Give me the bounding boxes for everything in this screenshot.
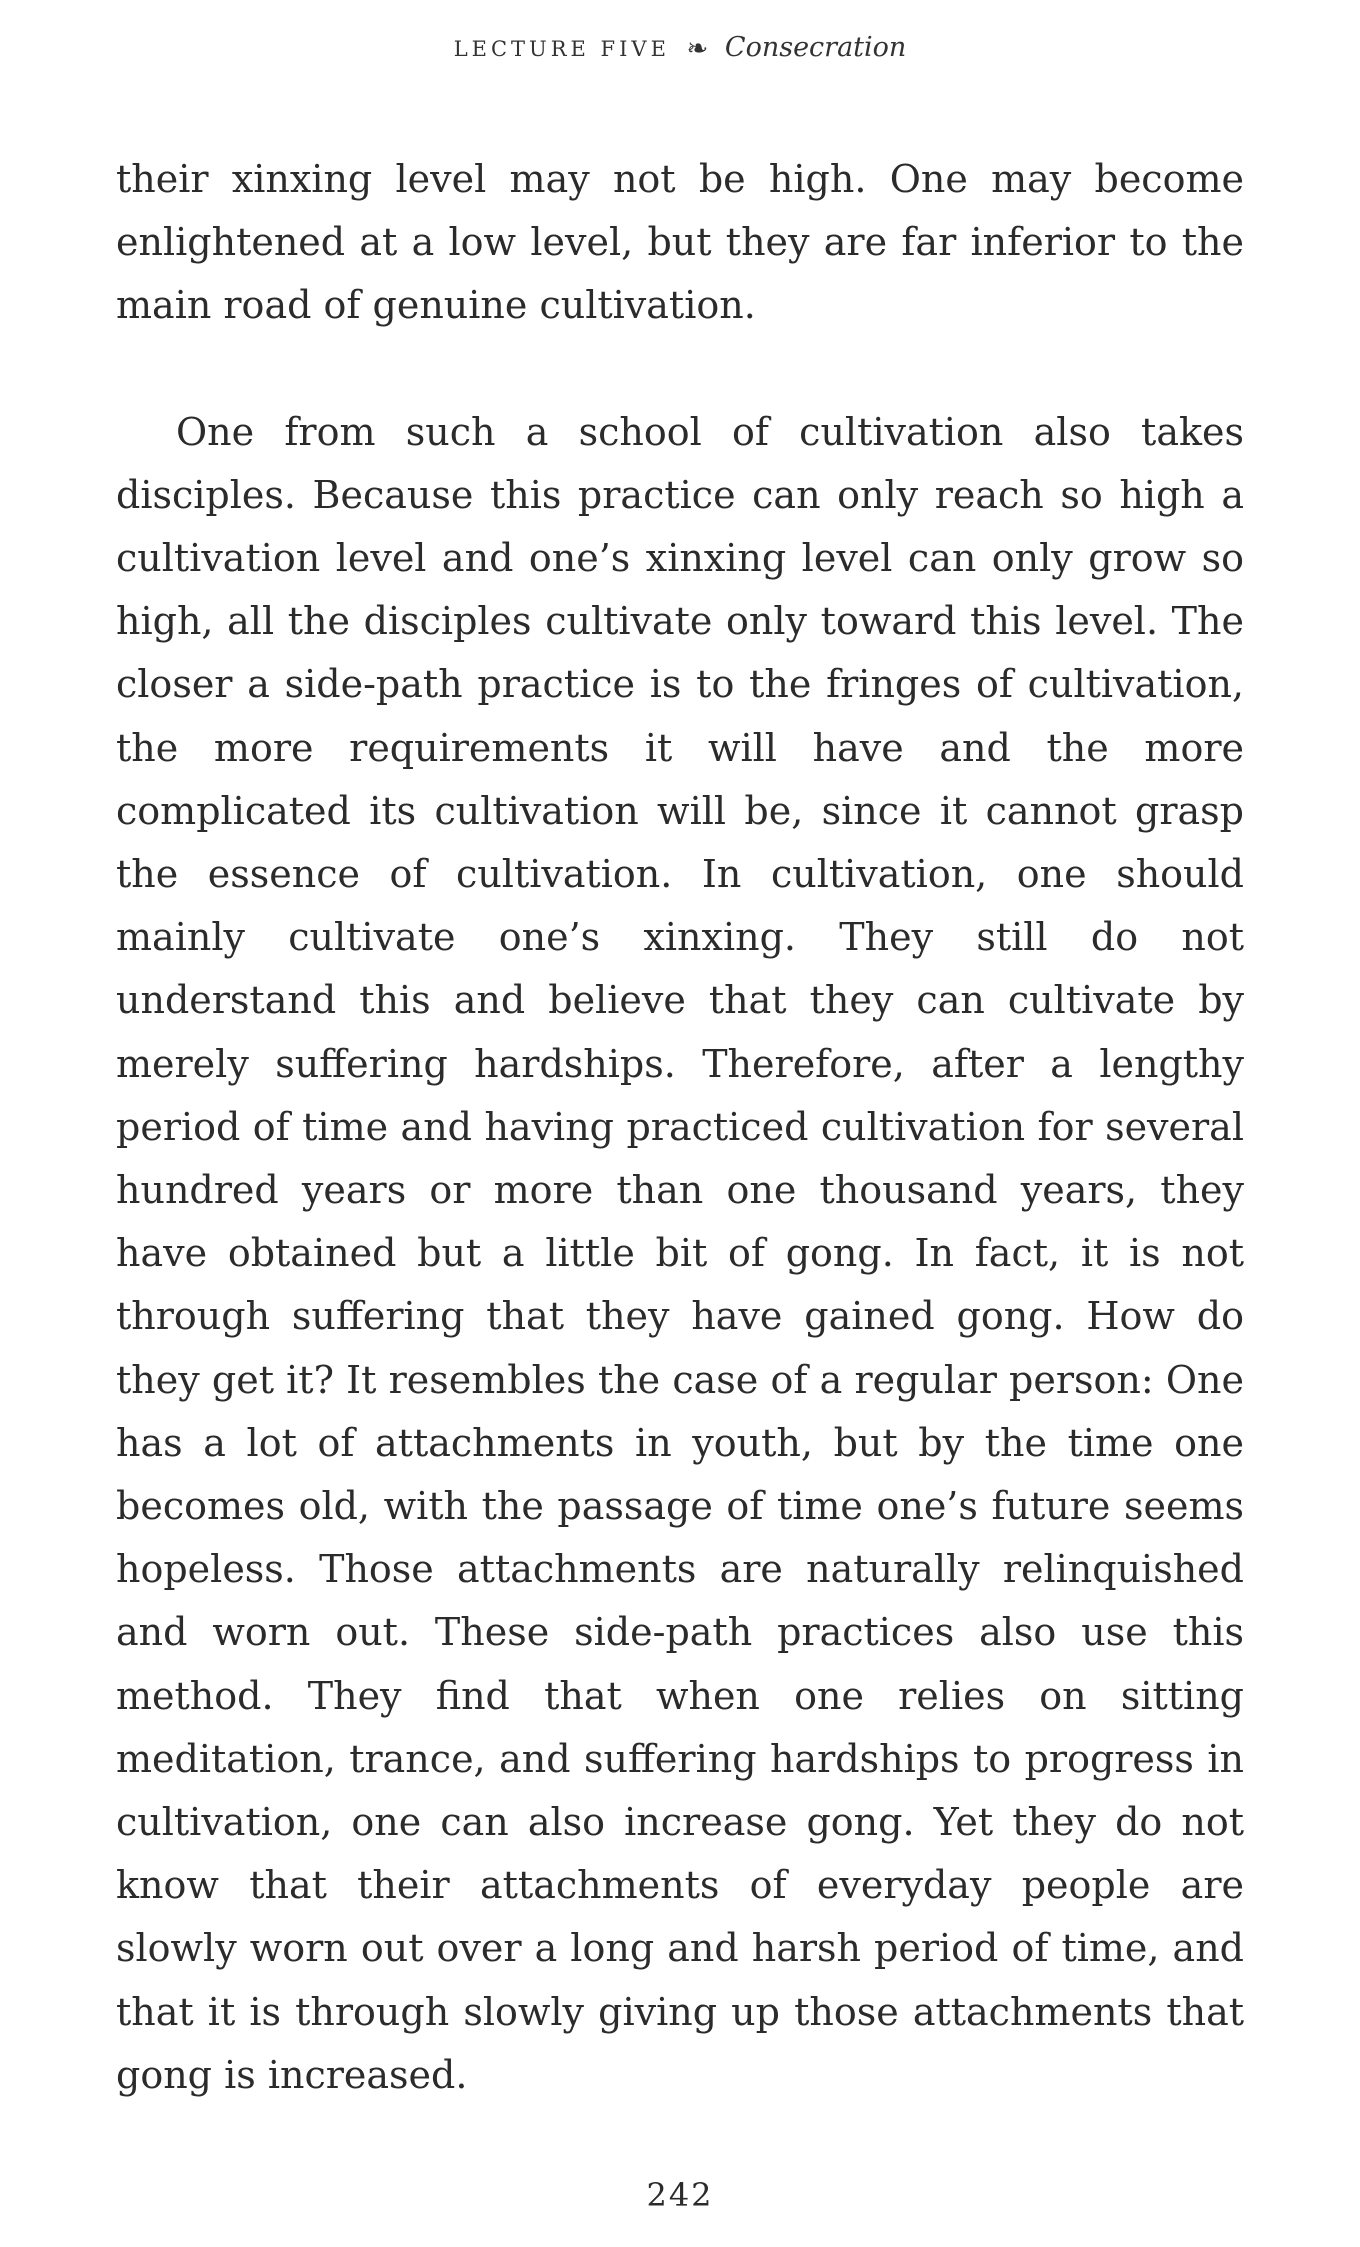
running-head-title: Consecration [724, 32, 907, 63]
fleuron-icon: ❧ [686, 34, 709, 64]
body-text [116, 148, 1244, 2107]
running-head [0, 28, 1360, 69]
page-number: 242 [646, 2176, 714, 2214]
paragraph-continued: their xinxing level may not be high. One may become enlightened at a low level, but they are far inferior to the main road of genuine cultivation. [116, 157, 1244, 328]
running-head-lecture: LECTURE FIVE [453, 37, 670, 61]
paragraph: One from such a school of cultivation also takes disciples. Because this practice can only reach so high a cultivation level and one’s xinxing level can only grow so high, all the disciples cultivate only toward this level. The closer a side-path practice is to the fringes of cultivation, the more requirements it will have and the more complicated its cultivation will be, since it cannot grasp the essence of cultivation. In cultivation, one should mainly cultivate one’s xinxing. They still do not understand this and believe that they can cultivate by merely suffering hardships. Therefore, after a lengthy period of time and having practiced cultivation for several hundred years or more than one thousand years, they have obtained but a little bit of gong. In fact, it is not through suffering that they have gained gong. How do they get it? It resembles the case of a regular person: One has a lot of attachments in youth, but by the time one becomes old, with the passage of time one’s future seems hopeless. Those attachments are naturally relinquished and worn out. These side-path practices also use this method. They find that when one relies on sitting meditation, trance, and suffering hardships to progress in cultivation, one can also increase gong. Yet they do not know that their attachments of everyday people are slowly worn out over a long and harsh period of time, and that it is through slowly giving up those attachments that gong is increased. [116, 409, 1244, 2097]
